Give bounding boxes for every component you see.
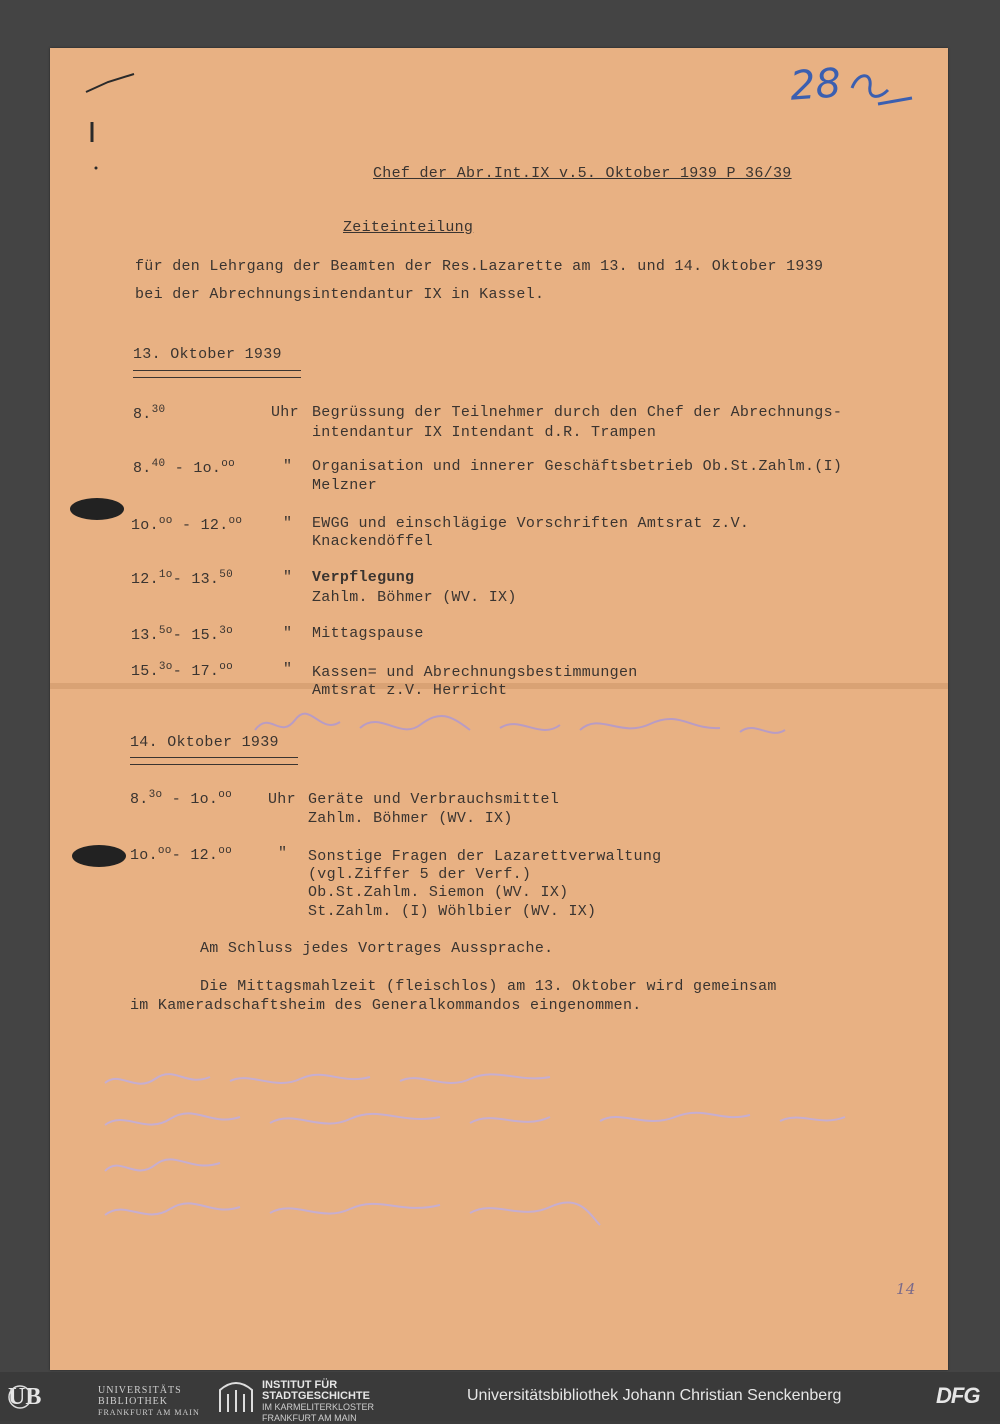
institute-name xyxy=(262,1380,374,1424)
day1-row6-time: 15.$^{3o}$- 17.$^{oo}$ xyxy=(131,661,234,680)
day1-row3-line1: EWGG und einschlägige Vorschriften Amtsrat z.V. xyxy=(312,515,750,532)
punch-hole-bottom xyxy=(72,845,126,867)
punch-hole-top xyxy=(70,498,124,520)
day2-row1-line2: Zahlm. Böhmer (WV. IX) xyxy=(308,810,513,827)
pencil-annotation xyxy=(250,700,790,760)
intro-line-2: bei der Abrechnungsintendantur IX in Kassel. xyxy=(135,286,545,303)
margin-marks xyxy=(82,64,142,184)
document-title: Zeiteinteilung xyxy=(343,219,474,236)
day1-row2-time: 8.40 - 1o.$^{oo}$ xyxy=(133,458,236,477)
day1-row4-line2: Zahlm. Böhmer (WV. IX) xyxy=(312,589,517,606)
footer-bar xyxy=(0,1372,1000,1421)
day1-row4-unit: " xyxy=(283,569,293,586)
document-reference: Chef der Abr.Int.IX v.5. Oktober 1939 P 36/39 xyxy=(373,165,792,182)
day2-row2-time: 1o.$^{oo}$- 12.$^{oo}$ xyxy=(130,845,233,864)
day1-row3-time: 1o.$^{oo}$ - 12.$^{oo}$ xyxy=(131,515,243,534)
day1-row2-line1: Organisation und innerer Geschäftsbetrieb Ob.St.Zahlm.(I) xyxy=(312,458,843,475)
ub-name xyxy=(98,1385,200,1418)
inst-line1: INSTITUT FÜR xyxy=(262,1379,338,1391)
day2-row1-line1: Geräte und Verbrauchsmittel xyxy=(308,791,560,808)
dfg-logo: DFG xyxy=(936,1383,980,1408)
day1-row5-unit: " xyxy=(283,625,293,642)
day1-row4-line1: Verpflegung xyxy=(312,569,415,586)
day2-row2-line3: Ob.St.Zahlm. Siemon (WV. IX) xyxy=(308,884,569,901)
day1-row6-unit: " xyxy=(283,661,293,678)
note-lunch-line-2: im Kameradschaftsheim des Generalkommandos eingenommen. xyxy=(130,997,642,1014)
day2-row2-unit: " xyxy=(278,845,288,862)
day1-row3-line2: Knackendöffel xyxy=(312,533,433,550)
day1-date: 13. Oktober 1939 xyxy=(133,346,282,363)
library-name: Universitätsbibliothek Johann Christian Senckenberg xyxy=(467,1387,842,1404)
day2-double-underline xyxy=(130,757,298,765)
day2-date: 14. Oktober 1939 xyxy=(130,734,279,751)
day2-row2-line4: St.Zahlm. (I) Wöhlbier (WV. IX) xyxy=(308,903,597,920)
ub-name-line3: FRANKFURT AM MAIN xyxy=(98,1408,200,1417)
ub-logo: UB xyxy=(8,1384,42,1410)
day1-row1-unit: Uhr xyxy=(271,404,299,421)
day1-row5-time: 13.$^{5o}$- 15.$^{3o}$ xyxy=(131,625,234,644)
day1-row1-line2: intendantur IX Intendant d.R. Trampen xyxy=(312,424,657,441)
inst-line3: IM KARMELITERKLOSTER xyxy=(262,1402,375,1412)
intro-line-1: für den Lehrgang der Beamten der Res.Lazarette am 13. und 14. Oktober 1939 xyxy=(135,258,824,275)
day1-row5-line1: Mittagspause xyxy=(312,625,424,642)
ub-name-line1: UNIVERSITÄTS xyxy=(98,1385,182,1396)
day2-row2-line1: Sonstige Fragen der Lazarettverwaltung xyxy=(308,848,662,865)
day1-double-underline xyxy=(133,370,301,378)
day2-row1-time: 8.$^{3o}$ - 1o.$^{oo}$ xyxy=(130,789,233,808)
day1-row1-line1: Begrüssung der Teilnehmer durch den Chef der Abrechnungs- xyxy=(312,404,843,421)
inst-line4: FRANKFURT AM MAIN xyxy=(262,1413,357,1423)
day1-row3-unit: " xyxy=(283,515,293,532)
day1-row2-line2: Melzner xyxy=(312,477,378,494)
inst-line2: STADTGESCHICHTE xyxy=(262,1390,370,1402)
note-discussion: Am Schluss jedes Vortrages Aussprache. xyxy=(200,940,554,957)
day1-row4-time: 12.$^{1o}$- 13.50 xyxy=(131,569,234,588)
ub-emblem-icon xyxy=(6,1382,46,1412)
ub-name-line2: BIBLIOTHEK xyxy=(98,1396,168,1407)
day1-row6-line1: Kassen= und Abrechnungsbestimmungen xyxy=(312,664,638,681)
note-lunch-line-1: Die Mittagsmahlzeit (fleischlos) am 13. Oktober wird gemeinsam xyxy=(200,978,777,995)
day1-row2-unit: " xyxy=(283,458,293,475)
day1-row6-line2: Amtsrat z.V. Herricht xyxy=(312,682,508,699)
institute-emblem-icon xyxy=(216,1380,256,1414)
day2-row1-unit: Uhr xyxy=(268,791,296,808)
day2-row2-line2: (vgl.Ziffer 5 der Verf.) xyxy=(308,866,532,883)
handwritten-pencil-notes xyxy=(100,1065,860,1255)
day1-row1-time: 8.30 xyxy=(133,404,166,423)
page-mark: 14 xyxy=(896,1280,916,1298)
archive-number-suffix xyxy=(848,68,918,112)
archive-number: 28 xyxy=(788,60,843,110)
